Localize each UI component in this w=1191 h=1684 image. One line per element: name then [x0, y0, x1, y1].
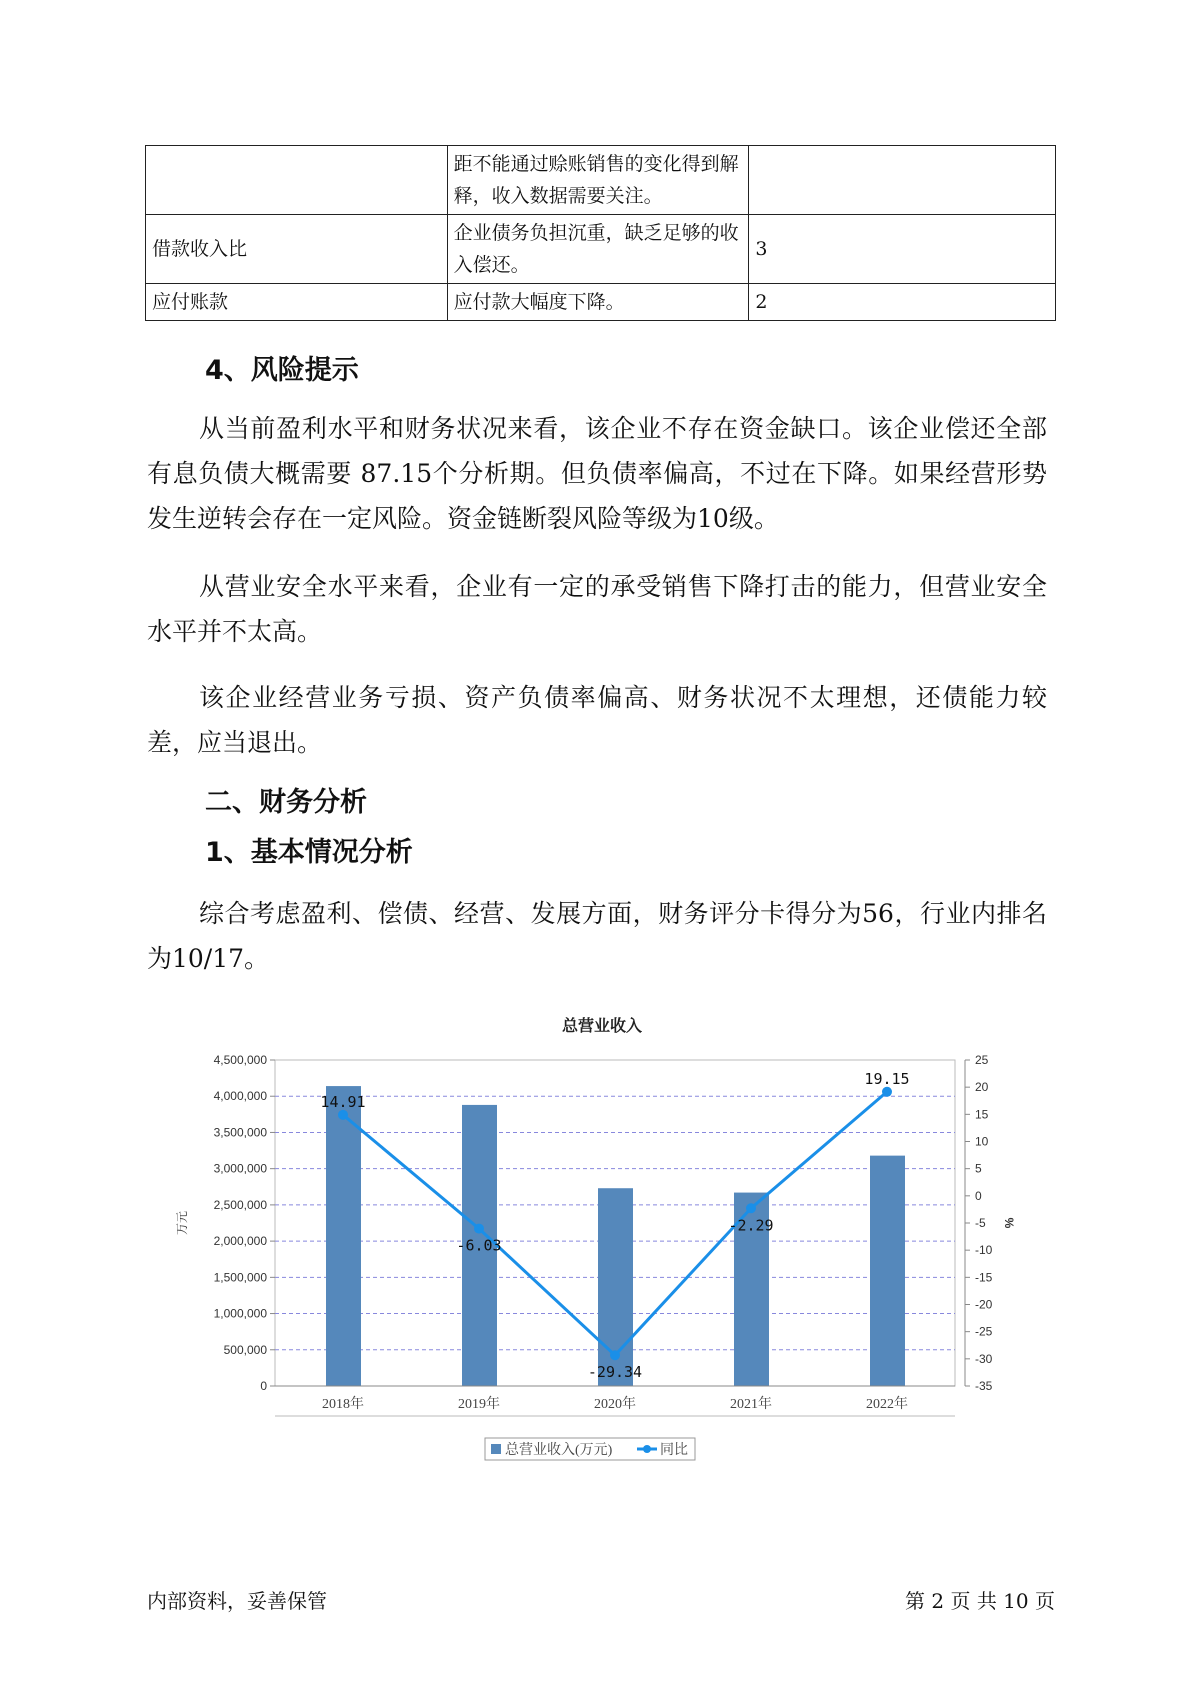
y-tick-label: 500,000 [223, 1342, 267, 1357]
paragraph-risk-1: 从当前盈利水平和财务状况来看，该企业不存在资金缺口。该企业偿还全部有息负债大概需要 87.15个分析期。但负债率偏高，不过在下降。如果经营形势发生逆转会存在一定风险。资金链断裂风险等级为10级。 [147, 414, 1047, 533]
y2-tick-label: -15 [975, 1270, 993, 1285]
legend-line-label: 同比 [660, 1443, 688, 1458]
chart-title: 总营业收入 [561, 1016, 643, 1035]
legend-bar-label: 总营业收入(万元) [505, 1443, 613, 1458]
y2-tick-label: -10 [975, 1243, 993, 1258]
y-tick-label: 1,500,000 [213, 1270, 267, 1285]
analysis-table [145, 145, 1056, 321]
y2-tick-label: 0 [975, 1188, 982, 1203]
y2-tick-label: 15 [975, 1107, 989, 1122]
table-cell-score [749, 146, 1056, 215]
y-tick-label: 2,000,000 [213, 1234, 267, 1249]
page-number: 第 2 页 共 10 页 [905, 1589, 1055, 1613]
table-row [146, 284, 1056, 321]
data-label: 19.15 [864, 1069, 910, 1088]
yoy-point [882, 1087, 892, 1097]
section-heading-risk: 4、风险提示 [205, 355, 359, 386]
table-cell-desc: 距不能通过赊账销售的变化得到解释，收入数据需要关注。 [447, 146, 749, 215]
y2-axis-label: % [1002, 1217, 1016, 1229]
yoy-point [746, 1203, 756, 1213]
table-row [146, 215, 1056, 284]
yoy-point [338, 1110, 348, 1120]
y-tick-label: 2,500,000 [213, 1197, 267, 1212]
y-axis-label: 万元 [175, 1210, 189, 1236]
section-heading-basic: 1、基本情况分析 [205, 837, 413, 868]
y2-tick-label: -30 [975, 1351, 993, 1366]
legend-bar-swatch [491, 1444, 501, 1454]
yoy-point [474, 1224, 484, 1234]
bar [326, 1086, 361, 1386]
y-tick-label: 4,500,000 [213, 1053, 267, 1067]
y2-tick-label: -35 [975, 1379, 993, 1393]
y2-tick-label: 25 [975, 1053, 989, 1067]
paragraph-risk-3: 该企业经营业务亏损、资产负债率偏高、财务状况不太理想，还债能力较差，应当退出。 [147, 683, 1047, 757]
y2-tick-label: 5 [975, 1161, 982, 1176]
data-label: 14.91 [320, 1092, 366, 1111]
section-heading-financial: 二、财务分析 [205, 787, 367, 818]
data-label: -6.03 [456, 1236, 502, 1255]
y-tick-label: 0 [260, 1379, 267, 1393]
table-cell-score: 3 [749, 215, 1056, 284]
y-tick-label: 3,000,000 [213, 1161, 267, 1176]
table-cell-label: 应付账款 [146, 284, 448, 321]
revenue-chart [150, 1005, 1016, 1475]
x-tick-label: 2018年 [322, 1397, 364, 1412]
x-tick-label: 2019年 [458, 1397, 500, 1412]
y2-tick-label: 10 [975, 1134, 989, 1149]
paragraph-risk-2: 从营业安全水平来看，企业有一定的承受销售下降打击的能力，但营业安全水平并不太高。 [147, 572, 1047, 646]
table-cell-desc: 应付款大幅度下降。 [447, 284, 749, 321]
y2-tick-label: 20 [975, 1080, 989, 1095]
footer-note: 内部资料，妥善保管 [147, 1589, 327, 1613]
y-tick-label: 4,000,000 [213, 1089, 267, 1104]
y2-tick-label: -5 [975, 1216, 986, 1230]
y-tick-label: 1,000,000 [213, 1306, 267, 1321]
x-tick-label: 2022年 [866, 1397, 908, 1412]
legend-line-marker [643, 1445, 651, 1453]
data-label: -2.29 [728, 1216, 774, 1235]
yoy-point [610, 1350, 620, 1360]
y2-tick-label: -25 [975, 1324, 993, 1339]
x-tick-label: 2020年 [594, 1397, 636, 1412]
y-tick-label: 3,500,000 [213, 1125, 267, 1140]
bar [870, 1156, 905, 1386]
table-row [146, 146, 1056, 215]
x-tick-label: 2021年 [730, 1397, 772, 1412]
data-label: -29.34 [587, 1363, 643, 1382]
table-cell-label: 借款收入比 [146, 215, 448, 284]
table-cell-desc: 企业债务负担沉重，缺乏足够的收入偿还。 [447, 215, 749, 284]
table-cell-label [146, 146, 448, 215]
y2-tick-label: -20 [975, 1297, 993, 1312]
table-cell-score: 2 [749, 284, 1056, 321]
paragraph-basic: 综合考虑盈利、偿债、经营、发展方面，财务评分卡得分为56，行业内排名为10/17。 [147, 899, 1047, 973]
